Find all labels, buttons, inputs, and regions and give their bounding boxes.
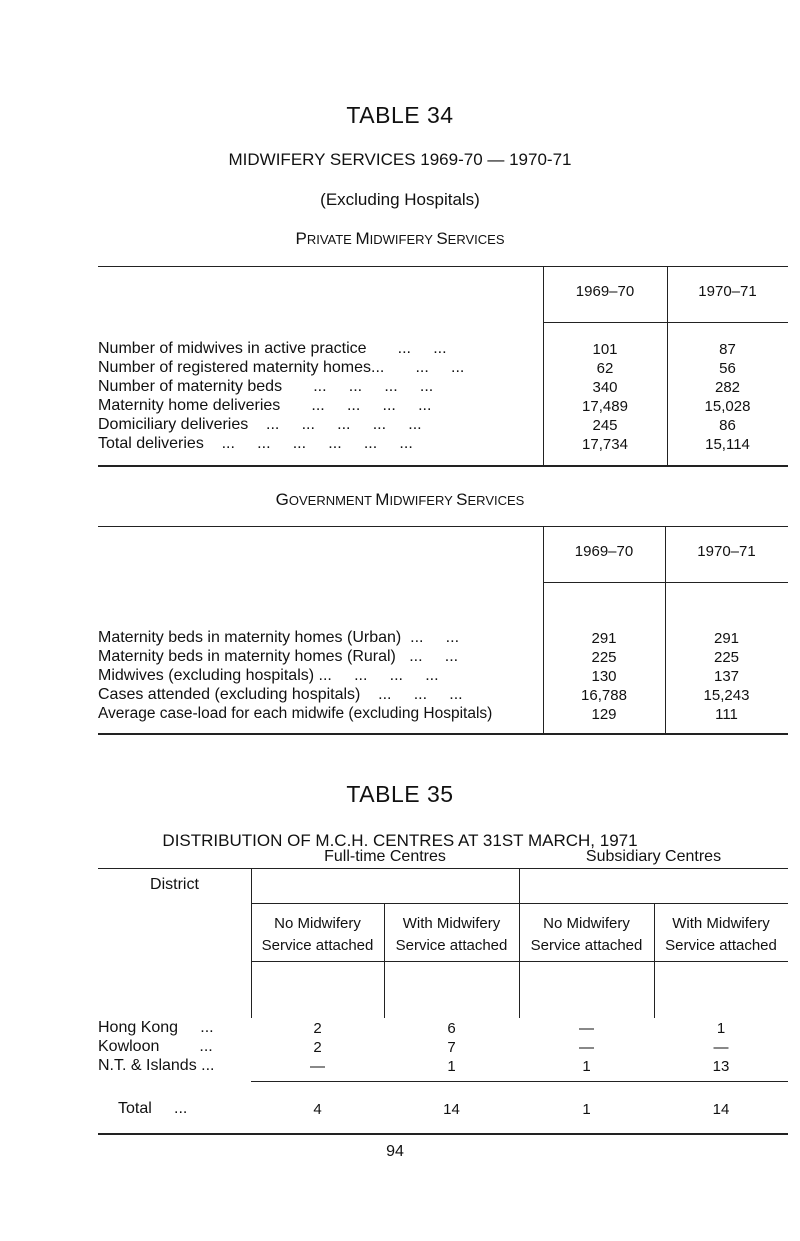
table-row: Domiciliary deliveries ... ... ... ... ... bbox=[98, 416, 422, 433]
private-top-rule bbox=[98, 266, 788, 267]
government-header-rule bbox=[543, 582, 788, 583]
table34-title: TABLE 34 bbox=[346, 102, 454, 128]
table-cell: 1 bbox=[582, 1101, 591, 1118]
table-cell: 225 bbox=[713, 649, 740, 666]
sub-with-midwifery-header: With Midwifery Service attached bbox=[665, 915, 777, 954]
table-cell: 15,028 bbox=[704, 398, 751, 415]
table-row: Total deliveries ... ... ... ... ... ... bbox=[98, 435, 413, 452]
government-col-1970-71: 1970–71 bbox=[697, 543, 756, 560]
table-cell: 111 bbox=[715, 706, 738, 723]
t35-top-rule bbox=[98, 868, 788, 869]
table-cell: 2 bbox=[313, 1039, 322, 1056]
table-cell: 14 bbox=[712, 1101, 730, 1118]
table34-subtitle: MIDWIFERY SERVICES 1969-70 — 1970-71 bbox=[228, 150, 572, 169]
table-cell: 17,489 bbox=[582, 398, 628, 415]
ft-with-midwifery-header: With Midwifery Service attached bbox=[395, 915, 508, 954]
table-row: Average case-load for each midwife (excluding Hospitals) bbox=[98, 705, 493, 722]
table-cell: 7 bbox=[447, 1039, 456, 1056]
page-number: 94 bbox=[386, 1143, 404, 1160]
table-cell: — bbox=[579, 1039, 594, 1056]
fulltime-header: Full-time Centres bbox=[324, 848, 446, 865]
table-cell: 129 bbox=[591, 706, 617, 723]
district-header: District bbox=[150, 876, 199, 893]
table-cell: 15,114 bbox=[705, 436, 750, 453]
table-cell: 340 bbox=[592, 379, 618, 396]
government-col-1969-70: 1969–70 bbox=[574, 543, 634, 560]
table-row: Number of maternity beds ... ... ... ... bbox=[98, 378, 434, 395]
government-top-rule bbox=[98, 526, 788, 527]
government-section-heading: GOVERNMENT MIDWIFERY SERVICES bbox=[275, 490, 525, 509]
table-row: Maternity home deliveries ... ... ... ... bbox=[98, 397, 432, 414]
table-cell: 1 bbox=[716, 1020, 726, 1037]
table-cell: 245 bbox=[592, 417, 618, 434]
ft-no-midwifery-header: No Midwifery Service attached bbox=[261, 915, 374, 954]
table-cell: 137 bbox=[713, 668, 740, 685]
table-cell: 4 bbox=[313, 1101, 322, 1118]
table-cell: 291 bbox=[591, 630, 617, 647]
table-cell: — bbox=[713, 1039, 729, 1056]
private-col-1969-70: 1969–70 bbox=[575, 283, 635, 300]
table-row: Maternity beds in maternity homes (Rural) ... ... bbox=[98, 648, 459, 665]
table-cell: 16,788 bbox=[581, 687, 627, 704]
table-cell: 225 bbox=[591, 649, 617, 666]
t35-total-rule bbox=[251, 1081, 788, 1082]
government-bottom-rule bbox=[98, 733, 788, 735]
table-cell: — bbox=[310, 1058, 325, 1075]
table-row: Hong Kong ... bbox=[98, 1019, 214, 1036]
table-row: N.T. & Islands ... bbox=[98, 1057, 215, 1074]
private-header-rule bbox=[543, 322, 788, 323]
table-cell: 2 bbox=[313, 1020, 322, 1037]
table-row: Maternity beds in maternity homes (Urban) ... ... bbox=[98, 629, 460, 646]
table-cell: 101 bbox=[592, 341, 618, 358]
subsidiary-header: Subsidiary Centres bbox=[585, 848, 722, 865]
table-cell: 1 bbox=[582, 1058, 591, 1075]
table-row: Midwives (excluding hospitals) ... ... ... ... bbox=[98, 667, 439, 684]
table35-subtitle: DISTRIBUTION OF M.C.H. CENTRES AT 31ST MARCH, 1971 bbox=[162, 831, 638, 850]
table-cell: 282 bbox=[714, 379, 741, 396]
table-cell: 6 bbox=[447, 1020, 456, 1037]
t35-group-rule bbox=[251, 903, 788, 904]
table-row: Cases attended (excluding hospitals) ... ... ... bbox=[98, 686, 463, 703]
table-cell: 15,243 bbox=[703, 687, 750, 704]
table-cell: — bbox=[579, 1020, 594, 1037]
table-row: Kowloon ... bbox=[98, 1038, 213, 1055]
table-cell: 86 bbox=[719, 417, 736, 434]
table-cell: 291 bbox=[713, 630, 740, 647]
table-cell: 13 bbox=[712, 1058, 730, 1075]
table34-note: (Excluding Hospitals) bbox=[320, 190, 480, 209]
private-bottom-rule bbox=[98, 465, 788, 467]
table-row: Number of midwives in active practice ... ... bbox=[98, 340, 447, 357]
table-cell: 56 bbox=[719, 360, 736, 377]
total-row: Total ... bbox=[118, 1100, 188, 1117]
t35-bottom-rule bbox=[98, 1133, 788, 1135]
table-cell: 130 bbox=[591, 668, 617, 685]
table-cell: 1 bbox=[447, 1058, 456, 1075]
table-cell: 87 bbox=[719, 341, 736, 358]
table35-title: TABLE 35 bbox=[346, 781, 454, 807]
private-section-heading: PRIVATE MIDWIFERY SERVICES bbox=[295, 229, 505, 248]
private-col-1970-71: 1970–71 bbox=[698, 283, 757, 300]
table-cell: 17,734 bbox=[582, 436, 628, 453]
table-cell: 14 bbox=[443, 1101, 460, 1118]
table-cell: 62 bbox=[596, 360, 614, 377]
t35-header-rule bbox=[251, 961, 788, 962]
sub-no-midwifery-header: No Midwifery Service attached bbox=[530, 915, 643, 954]
table-row: Number of registered maternity homes... ... ... bbox=[98, 359, 465, 376]
